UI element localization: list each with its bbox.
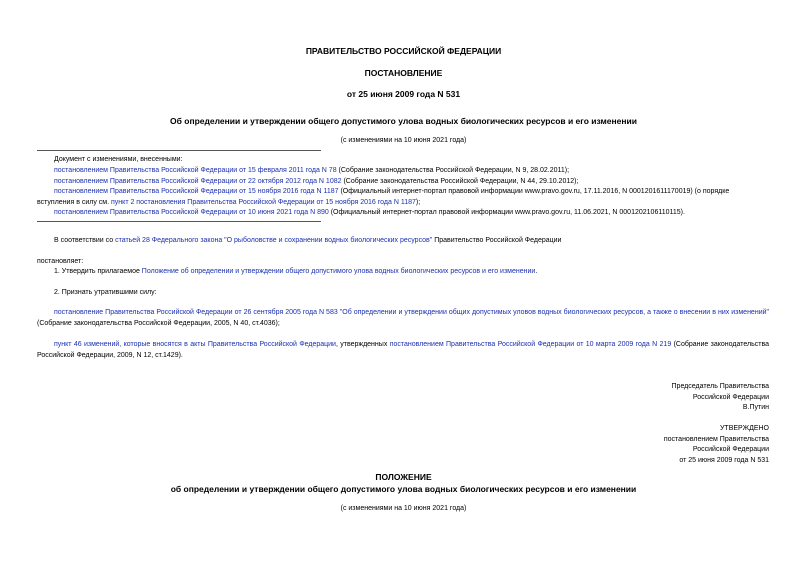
regulation-changes-note: (с изменениями на 10 июня 2021 года)	[340, 505, 467, 512]
signature-name: В.Путин	[742, 404, 769, 411]
repealed-decree-link[interactable]: постановление Правительства Российской Федерации от 26 сентября 2005 года N 583 "Об определении и утверждении общих допустимых уловов водных биологических ресурсов, а также о внесении в них изменений"	[54, 309, 769, 316]
amendment-item: постановлением Правительства Российской Федерации от 22 октября 2012 года N 1082 (Собрание законодательства Российской Федерации, N 44, 29.10.2012);	[54, 177, 579, 185]
government-heading: ПРАВИТЕЛЬСТВО РОССИЙСКОЙ ФЕДЕРАЦИИ	[305, 46, 502, 56]
approval-line: постановлением Правительства	[663, 435, 769, 443]
preamble: В соответствии со статьей 28 Федерального закона "О рыболовстве и сохранении водных биологических ресурсов" Правительство Российской Федерации	[54, 237, 562, 244]
repealed-item-2: пункт 46 изменений, которые вносятся в акты Правительства Российской Федерации, утвержденных постановлением Правительства Российской Федерации от 10 марта 2009 года N 219 (Собрание законодательства Российской Федерации, 2009, N 12, ст.1429).	[37, 341, 769, 359]
document-title: Об определении и утверждении общего допустимого улова водных биологических ресурсов и его изменении	[170, 116, 637, 126]
document-date-number: от 25 июня 2009 года N 531	[346, 89, 461, 99]
approval-heading: УТВЕРЖДЕНО	[719, 425, 769, 432]
repealed-item-1: постановление Правительства Российской Федерации от 26 сентября 2005 года N 583 "Об определении и утверждении общих допустимых уловов водных биологических ресурсов, а также о внесении в них изменений" (Собрание законодательства Российской Федерации, 2005, N 40, ст.4036);	[37, 309, 769, 327]
signature-position: Председатель Правительства	[671, 383, 769, 390]
decree-219-link[interactable]: постановлением Правительства Российской Федерации от 10 марта 2009 года N 219	[389, 341, 672, 348]
approval-line: от 25 июня 2009 года N 531	[679, 456, 769, 464]
bottom-divider	[37, 221, 321, 222]
federal-law-link[interactable]: статьей 28 Федерального закона "О рыболовстве и сохранении водных биологических ресурсов"	[115, 237, 433, 244]
regulation-heading: ПОЛОЖЕНИЕ	[375, 472, 432, 482]
regulation-link[interactable]: Положение об определении и утверждении общего допустимого улова водных биологических ресурсов и его изменении	[141, 268, 536, 275]
approval-line: Российской Федерации	[692, 446, 769, 453]
amendment-link[interactable]: постановлением Правительства Российской Федерации от 22 октября 2012 года N 1082	[54, 177, 342, 185]
amendment-item: постановлением Правительства Российской Федерации от 15 февраля 2011 года N 78 (Собрание законодательства Российской Федерации, N 9, 28.02.2011);	[54, 167, 570, 174]
changes-note: (с изменениями на 10 июня 2021 года)	[340, 137, 467, 144]
top-divider	[37, 150, 321, 151]
paragraph-2: 2. Признать утратившими силу:	[54, 289, 157, 296]
approval-block	[664, 424, 769, 466]
amendment-link[interactable]: постановлением Правительства Российской Федерации от 15 ноября 2016 года N 1187	[54, 188, 339, 195]
amendment-link[interactable]: пункт 2 постановления Правительства Российской Федерации от 15 ноября 2016 года N 1187	[111, 198, 416, 206]
regulation-title: об определении и утверждении общего допустимого улова водных биологических ресурсов и его изменении	[170, 484, 637, 494]
signature-block	[672, 382, 769, 414]
document-type: ПОСТАНОВЛЕНИЕ	[364, 68, 443, 78]
amendment-item: постановлением Правительства Российской Федерации от 15 ноября 2016 года N 1187 (Официальный интернет-портал правовой информации www.pravo.gov.ru, 17.11.2016, N 0001201611170019) (о порядке	[54, 188, 730, 195]
decrees-word: постановляет:	[37, 258, 84, 265]
signature-country: Российской Федерации	[692, 393, 769, 401]
amendment-item: постановлением Правительства Российской Федерации от 10 июня 2021 года N 890 (Официальный интернет-портал правовой информации www.pravo.gov.ru, 11.06.2021, N 0001202106110115).	[54, 209, 685, 216]
amendment-item-continued: вступления в силу см. пункт 2 постановления Правительства Российской Федерации от 15 ноября 2016 года N 1187);	[37, 198, 421, 206]
amendments-intro: Документ с изменениями, внесенными:	[54, 156, 183, 163]
amendments-point-link[interactable]: пункт 46 изменений, которые вносятся в акты Правительства Российской Федерации	[54, 341, 336, 348]
amendment-link[interactable]: постановлением Правительства Российской Федерации от 15 февраля 2011 года N 78	[54, 167, 337, 174]
amendment-link[interactable]: постановлением Правительства Российской Федерации от 10 июня 2021 года N 890	[54, 209, 329, 216]
paragraph-1: 1. Утвердить прилагаемое Положение об определении и утверждении общего допустимого улова водных биологических ресурсов и его изменении.	[54, 268, 538, 275]
